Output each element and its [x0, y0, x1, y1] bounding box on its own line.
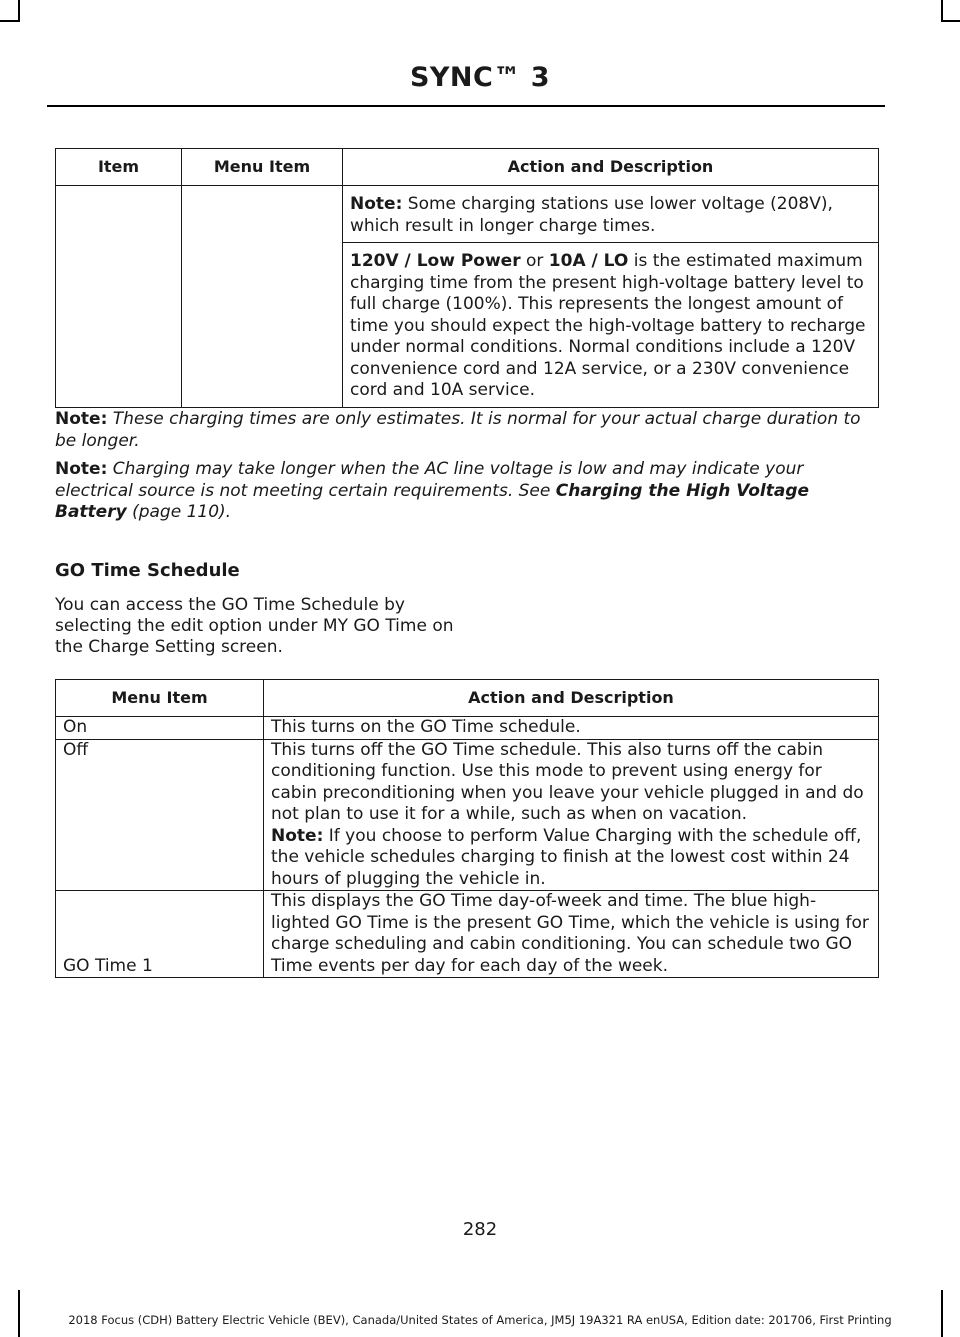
note-label: Note: — [350, 194, 403, 214]
charge-time-table — [55, 148, 879, 408]
note-label: Note: — [271, 825, 324, 846]
notes-block — [55, 409, 878, 531]
table-cell-description: This displays the GO Time day-of-week and time. The blue high-lighted GO Time is the present GO Time, which the vehicle is using for charge scheduling and cabin conditioning. You can schedule two GO Time events per day for each day of the week. — [264, 891, 879, 978]
note-text: If you choose to perform Value Charging with the schedule off, the vehicle schedules charging to finish at the lowest cost within 24 hours of plugging the vehicle in. — [271, 825, 862, 889]
section-intro: You can access the GO Time Schedule by selecting the edit option under MY GO Time on the Charge Setting screen. — [55, 595, 454, 657]
note-text: Charging may take longer when the AC line voltage is low and may indicate your electrical source is not meeting certain requirements. See — [55, 459, 804, 501]
column-header-item: Item — [56, 149, 182, 186]
crop-mark — [0, 20, 19, 22]
page-reference: (page 110). — [126, 502, 232, 522]
column-header-action: Action and Description — [343, 149, 879, 186]
table-header-row — [56, 680, 879, 717]
setting-term: 10A / LO — [548, 251, 629, 271]
table-row — [56, 186, 879, 243]
note-paragraph — [55, 459, 878, 524]
cross-reference-link[interactable]: Charging the High Voltage Battery — [55, 480, 810, 522]
page-footer: 2018 Focus (CDH) Battery Electric Vehicle (BEV), Canada/United States of America, JM5J 19A321 RA enUSA, Edition date: 201706, First Printing — [68, 1313, 892, 1327]
page-header-title: SYNC™ 3 — [409, 62, 551, 93]
table-cell-item: On — [56, 717, 264, 740]
section-heading: GO Time Schedule — [55, 560, 240, 581]
note-label: Note: — [55, 409, 108, 429]
table-cell-item: Off — [56, 739, 264, 891]
crop-mark — [18, 0, 20, 22]
table-header-row — [56, 149, 879, 186]
table-cell-menu-item — [182, 186, 343, 408]
table-cell-description — [343, 186, 879, 243]
table-cell-description — [264, 739, 879, 891]
page-number: 282 — [462, 1219, 498, 1240]
table-cell-description: This turns on the GO Time schedule. — [264, 717, 879, 740]
table-cell-description — [343, 243, 879, 408]
note-paragraph — [55, 409, 878, 452]
description-text: This turns off the GO Time schedule. This also turns off the cabin conditioning function. Use this mode to prevent using energy for cabin preconditioning when you leave your vehicle plugged in and do not plan to use it for a while, such as when on vacation. — [271, 739, 864, 824]
note-text: Some charging stations use lower voltage (208V), which result in longer charge times. — [350, 194, 833, 236]
table-cell-item — [56, 186, 182, 408]
column-header-menu-item: Menu Item — [182, 149, 343, 186]
joiner-text: or — [520, 251, 549, 271]
note-text: These charging times are only estimates. It is normal for your actual charge duration to be longer. — [55, 409, 861, 451]
note-label: Note: — [55, 459, 108, 479]
table-cell-item: GO Time 1 — [56, 891, 264, 978]
setting-term: 120V / Low Power — [350, 251, 521, 271]
crop-mark — [941, 20, 960, 22]
table-row — [56, 891, 879, 978]
column-header-action: Action and Description — [264, 680, 879, 717]
go-time-schedule-table — [55, 679, 879, 978]
table-row — [56, 739, 879, 891]
header-divider — [47, 105, 885, 107]
description-text: is the estimated maximum charging time from the present high-voltage battery level to full charge (100%). This represents the longest amount of time you should expect the high-voltage battery to recharge under normal conditions. Normal conditions include a 120V convenience cord and 12A service, or a 230V convenience cord and 10A service. — [350, 251, 866, 400]
column-header-menu-item: Menu Item — [56, 680, 264, 717]
table-row — [56, 717, 879, 740]
crop-mark — [941, 0, 943, 22]
